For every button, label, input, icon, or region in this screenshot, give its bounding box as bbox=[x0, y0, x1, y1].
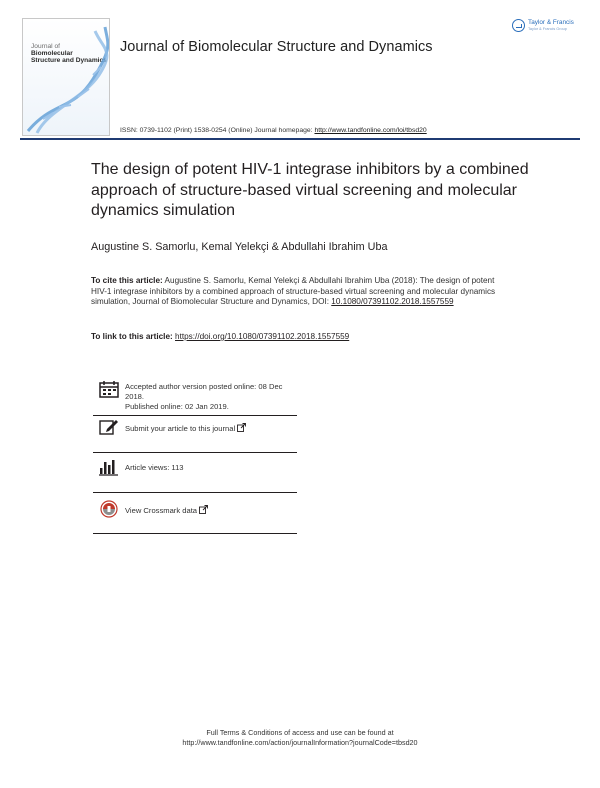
publisher-logo-name: Taylor & Francis bbox=[528, 19, 574, 26]
box-divider bbox=[93, 492, 297, 493]
header-divider bbox=[20, 138, 580, 140]
calendar-icon bbox=[99, 380, 119, 398]
submit-article-box[interactable] bbox=[93, 418, 297, 454]
doi-link[interactable]: 10.1080/07391102.2018.1557559 bbox=[331, 297, 454, 307]
crossmark-box[interactable] bbox=[93, 500, 297, 536]
box-divider bbox=[93, 415, 297, 416]
footer-url-line[interactable]: http://www.tandfonline.com/action/journalInformation?journalCode=tbsd20 bbox=[182, 738, 418, 747]
issn-text: ISSN: 0739-1102 (Print) 1538-0254 (Online) Journal homepage: bbox=[120, 127, 315, 134]
box-divider bbox=[93, 452, 297, 453]
article-views-text: Article views: 113 bbox=[125, 463, 184, 472]
link-label: To link to this article: bbox=[91, 332, 176, 341]
taylor-francis-logo-icon bbox=[512, 19, 525, 32]
external-link-icon bbox=[199, 505, 208, 514]
crossmark-icon bbox=[99, 500, 119, 518]
bar-chart-icon bbox=[99, 458, 119, 476]
article-title: The design of potent HIV-1 integrase inhibitors by a combined approach of structure-based virtual screening and molecular dynamics simulation bbox=[91, 161, 529, 219]
issn-line bbox=[120, 127, 427, 134]
cover-title: Journal of Biomolecular Structure and Dynamics bbox=[31, 43, 107, 64]
journal-cover bbox=[22, 18, 110, 136]
external-link-icon bbox=[237, 423, 246, 432]
journal-homepage-link[interactable]: http://www.tandfonline.com/loi/tbsd20 bbox=[314, 127, 427, 134]
article-views-box bbox=[93, 458, 297, 494]
box-divider bbox=[93, 533, 297, 534]
publisher-logo[interactable] bbox=[512, 17, 586, 39]
cite-text: Augustine S. Samorlu, Kemal Yelekçi & Abdullahi Ibrahim Uba (2018): The design of potent HIV-1 integrase inhibitors by a combined approach of structure-based virtual screening and molecular dynamics simulation, Journal of Biomolecular Structure and Dynamics, DOI: bbox=[91, 276, 496, 307]
edit-icon bbox=[99, 418, 119, 436]
dna-helix-image bbox=[23, 19, 109, 135]
article-link-line bbox=[91, 332, 349, 341]
accepted-date-text: Accepted author version posted online: 08 Dec 2018. bbox=[125, 382, 283, 401]
citation-block bbox=[91, 276, 511, 308]
article-url-link[interactable]: https://doi.org/10.1080/07391102.2018.1557559 bbox=[175, 332, 350, 341]
cite-label: To cite this article: bbox=[91, 276, 163, 285]
publisher-logo-sub: Taylor & Francis Group bbox=[528, 27, 567, 31]
footer-terms-line: Full Terms & Conditions of access and use can be found at bbox=[206, 728, 394, 737]
article-authors: Augustine S. Samorlu, Kemal Yelekçi & Abdullahi Ibrahim Uba bbox=[91, 241, 388, 253]
submit-article-link[interactable]: Submit your article to this journal bbox=[125, 423, 297, 434]
journal-title: Journal of Biomolecular Structure and Dynamics bbox=[120, 39, 433, 55]
published-date-text: Published online: 02 Jan 2019. bbox=[125, 402, 229, 411]
view-crossmark-link[interactable]: View Crossmark data bbox=[125, 505, 297, 516]
